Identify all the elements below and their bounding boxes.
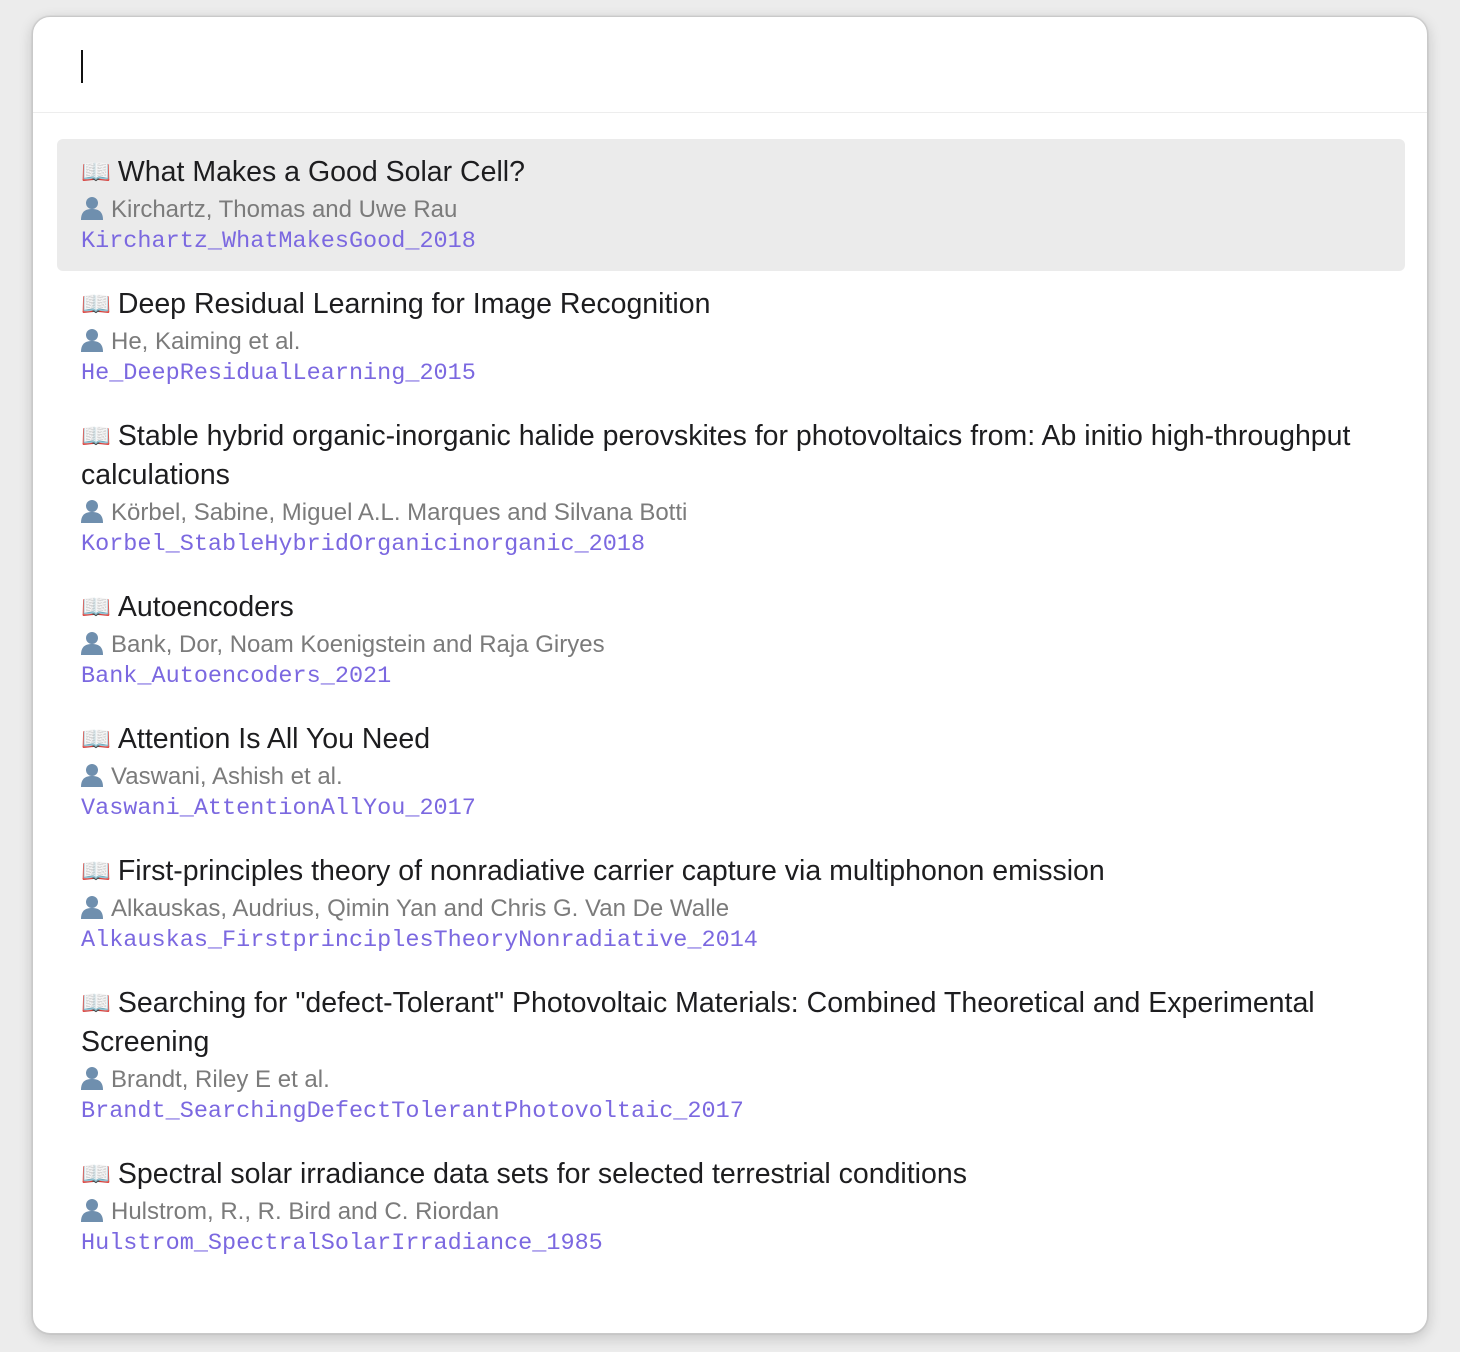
result-title: Stable hybrid organic-inorganic halide perovskites for photovoltaics from: Ab initio high-throughput calculations [81, 420, 1351, 491]
result-authors-line [81, 1064, 1381, 1096]
result-authors-line [81, 761, 1381, 793]
result-title: First-principles theory of nonradiative carrier capture via multiphonon emission [117, 855, 1105, 887]
result-authors: Kirchartz, Thomas and Uwe Rau [111, 196, 458, 223]
result-authors-line [81, 497, 1381, 529]
result-title: Deep Residual Learning for Image Recognition [117, 288, 711, 320]
result-title: Autoencoders [117, 591, 294, 623]
book-icon: 📖 [81, 290, 111, 318]
result-title-line [81, 588, 1381, 627]
result-citekey: He_DeepResidualLearning_2015 [81, 360, 476, 387]
results-list [57, 139, 1405, 1273]
person-icon [81, 1198, 103, 1222]
result-item[interactable] [57, 970, 1405, 1141]
result-title-line [81, 153, 1381, 192]
person-icon [81, 895, 103, 919]
book-icon: 📖 [81, 158, 111, 186]
book-icon: 📖 [81, 857, 111, 885]
result-item[interactable] [57, 403, 1405, 574]
result-citekey: Kirchartz_WhatMakesGood_2018 [81, 228, 476, 255]
result-authors-line [81, 1196, 1381, 1228]
result-citekey: Hulstrom_SpectralSolarIrradiance_1985 [81, 1230, 603, 1257]
result-authors: Körbel, Sabine, Miguel A.L. Marques and Silvana Botti [111, 499, 688, 526]
person-icon [81, 196, 103, 220]
result-title: Spectral solar irradiance data sets for selected terrestrial conditions [117, 1158, 967, 1190]
result-title-line [81, 852, 1381, 891]
book-icon: 📖 [81, 725, 111, 753]
result-authors-line [81, 629, 1381, 661]
person-icon [81, 631, 103, 655]
result-citekey: Alkauskas_FirstprinciplesTheoryNonradiative_2014 [81, 927, 758, 954]
book-icon: 📖 [81, 422, 111, 450]
result-item[interactable] [57, 706, 1405, 838]
result-title-line [81, 720, 1381, 759]
result-item[interactable] [57, 271, 1405, 403]
result-title: What Makes a Good Solar Cell? [117, 156, 525, 188]
person-icon [81, 763, 103, 787]
citation-picker-dialog [32, 16, 1428, 1334]
result-authors: Bank, Dor, Noam Koenigstein and Raja Giryes [111, 631, 605, 658]
result-authors: Vaswani, Ashish et al. [111, 763, 343, 790]
result-item[interactable] [57, 574, 1405, 706]
search-input[interactable] [79, 47, 1379, 87]
result-title-line [81, 1155, 1381, 1194]
result-citekey: Vaswani_AttentionAllYou_2017 [81, 795, 476, 822]
person-icon [81, 328, 103, 352]
result-item[interactable] [57, 139, 1405, 271]
result-title-line [81, 285, 1381, 324]
result-citekey: Brandt_SearchingDefectTolerantPhotovoltaic_2017 [81, 1098, 744, 1125]
text-caret [81, 50, 83, 83]
person-icon [81, 1066, 103, 1090]
result-authors-line [81, 893, 1381, 925]
book-icon: 📖 [81, 989, 111, 1017]
result-item[interactable] [57, 838, 1405, 970]
result-title: Searching for "defect-Tolerant" Photovoltaic Materials: Combined Theoretical and Experimental Screening [81, 987, 1315, 1058]
result-item[interactable] [57, 1141, 1405, 1273]
result-citekey: Korbel_StableHybridOrganicinorganic_2018 [81, 531, 646, 558]
book-icon: 📖 [81, 1160, 111, 1188]
search-bar [33, 17, 1427, 113]
result-citekey: Bank_Autoencoders_2021 [81, 663, 392, 690]
result-authors: Alkauskas, Audrius, Qimin Yan and Chris G. Van De Walle [111, 895, 730, 922]
result-title-line [81, 984, 1381, 1062]
result-title: Attention Is All You Need [117, 723, 431, 755]
result-authors-line [81, 194, 1381, 226]
book-icon: 📖 [81, 593, 111, 621]
result-authors-line [81, 326, 1381, 358]
person-icon [81, 499, 103, 523]
result-authors: Hulstrom, R., R. Bird and C. Riordan [111, 1198, 500, 1225]
result-authors: Brandt, Riley E et al. [111, 1066, 330, 1093]
result-authors: He, Kaiming et al. [111, 328, 301, 355]
result-title-line [81, 417, 1381, 495]
